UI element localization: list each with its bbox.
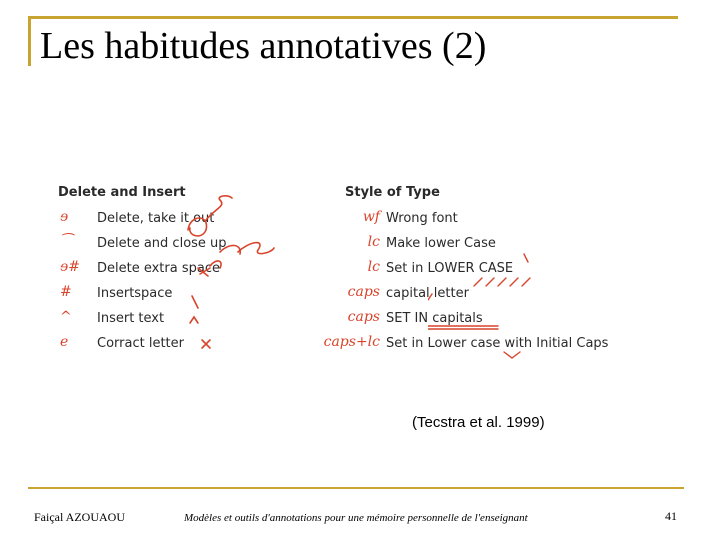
top-rule — [28, 16, 678, 19]
proofreading-marks-figure — [50, 180, 650, 370]
circle-delete-stroke — [188, 218, 207, 236]
column-heading: Style of Type — [345, 185, 440, 200]
proof-mark: caps — [347, 309, 380, 325]
underline-strokes-icon — [428, 244, 658, 364]
list-item-text: SET IN capitals — [386, 311, 483, 326]
list-item-text: capital letter — [386, 286, 469, 301]
figure-citation: (Tecstra et al. 1999) — [412, 414, 545, 431]
proof-mark: ɘ# — [60, 259, 81, 275]
column-heading: Delete and Insert — [58, 185, 186, 200]
list-item-text: Delete extra space — [97, 261, 220, 276]
list-item-text: Insert text — [97, 311, 165, 326]
footer-author: Faiçal AZOUAOU — [34, 510, 125, 524]
bottom-rule — [28, 487, 684, 489]
proof-mark: # — [60, 284, 72, 300]
proof-mark: caps+lc — [323, 334, 380, 350]
proof-mark: wf — [362, 209, 380, 225]
left-rule — [28, 16, 31, 66]
proof-mark: lc — [367, 234, 380, 250]
correction-strokes-icon — [180, 188, 290, 358]
list-item-text: Make lower Case — [386, 236, 496, 251]
proof-mark: ɘ — [60, 209, 69, 225]
footer-subtitle: Modèles et outils d'annotations pour une mémoire personnelle de l'enseignant — [184, 512, 528, 524]
proof-mark: caps — [347, 284, 380, 300]
proof-mark: ⁀ — [60, 234, 72, 250]
proof-mark: ^ — [60, 309, 72, 325]
list-item-text: Set in Lower case with Initial Caps — [386, 336, 609, 351]
list-item-text: Delete and close up — [97, 236, 227, 251]
list-item — [318, 209, 658, 231]
list-item-text: Delete, take it out — [97, 211, 215, 226]
list-item-text: Corract letter — [97, 336, 184, 351]
proof-mark: lc — [367, 259, 380, 275]
page-number: 41 — [665, 509, 677, 523]
proof-mark: e — [60, 334, 69, 350]
list-item-text: Wrong font — [386, 211, 458, 226]
list-item-text: Insertspace — [97, 286, 173, 301]
list-item-text: Set in LOWER CASE — [386, 261, 514, 276]
slide-title: Les habitudes annotatives (2) — [40, 25, 487, 67]
